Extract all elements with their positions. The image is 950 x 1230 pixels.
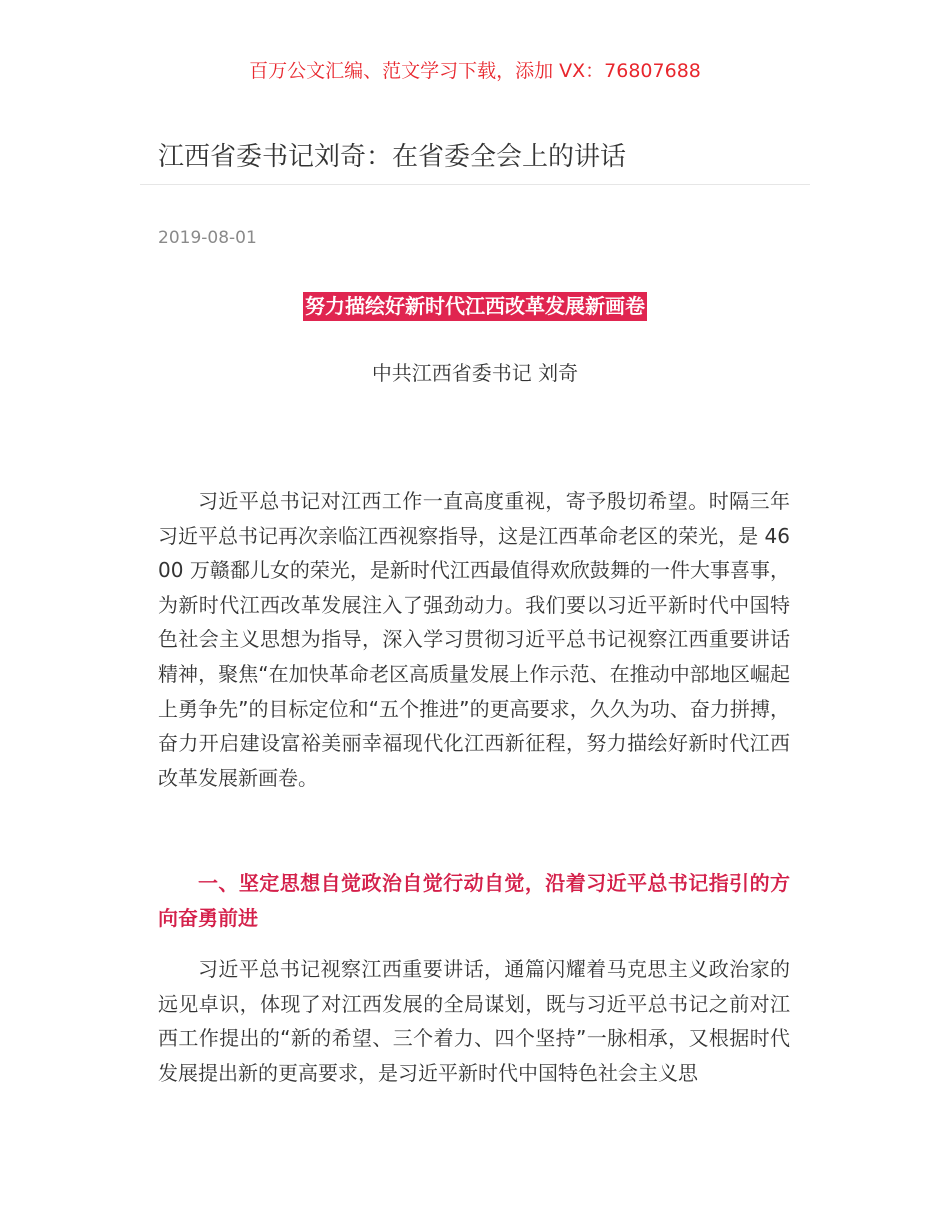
section-heading: 一、坚定思想自觉政治自觉行动自觉，沿着习近平总书记指引的方向奋勇前进 [158, 871, 790, 930]
article-author: 中共江西省委书记 刘奇 [371, 361, 579, 385]
body-paragraph: 习近平总书记视察江西重要讲话，通篇闪耀着马克思主义政治家的远见卓识，体现了对江西发展的全局谋划，既与习近平总书记之前对江西工作提出的“新的希望、三个着力、四个坚持”一脉相承，又根据时代发展提出新的更高要求，是习近平新时代中国特色社会主义思 [158, 957, 790, 1085]
publish-date: 2019-08-01 [158, 228, 257, 248]
body-paragraph: 习近平总书记对江西工作一直高度重视，寄予殷切希望。时隔三年习近平总书记再次亲临江西视察指导，这是江西革命老区的荣光，是 4600 万赣鄱儿女的荣光，是新时代江西最值得欢欣鼓舞的一件大事喜事，为新时代江西改革发展注入了强劲动力。我们要以习近平新时代中国特色社会主义思想为指导，深入学习贯彻习近平总书记视察江西重要讲话精神，聚焦“在加快革命老区高质量发展上作示范、在推动中部地区崛起上勇争先”的目标定位和“五个推进”的更高要求，久久为功、奋力拼搏，奋力开启建设富裕美丽幸福现代化江西新征程，努力描绘好新时代江西改革发展新画卷。 [158, 489, 790, 790]
headline-container [0, 292, 950, 321]
promo-banner: 百万公文汇编、范文学习下载，添加 VX：76807688 [249, 60, 701, 82]
page-title: 江西省委书记刘奇：在省委全会上的讲话 [158, 142, 627, 172]
title-divider [140, 184, 810, 185]
article-headline: 努力描绘好新时代江西改革发展新画卷 [303, 292, 647, 321]
